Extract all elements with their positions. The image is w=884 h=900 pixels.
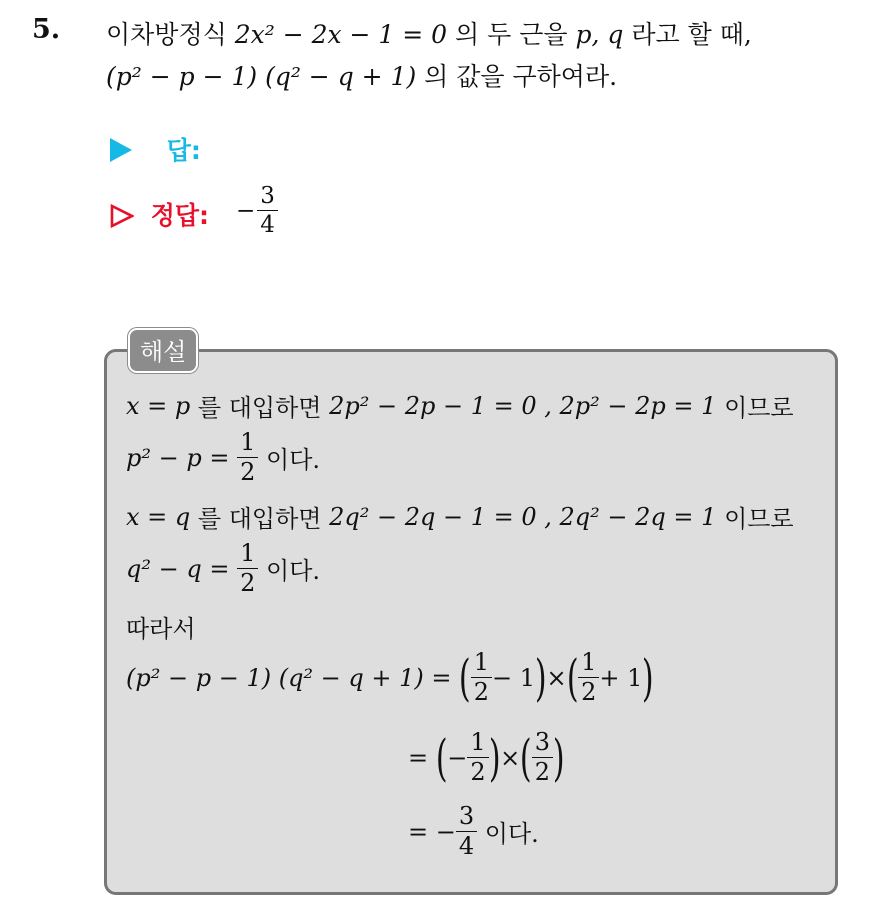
text: 이다. [266, 446, 321, 475]
fraction [237, 430, 258, 485]
outline-triangle-icon [110, 204, 134, 228]
text: 이다. [266, 557, 321, 586]
fraction [456, 804, 477, 859]
right-paren: ) [642, 648, 655, 707]
math-text: 2p² − 2p − 1 = 0 , 2p² − 2p = 1 [329, 391, 717, 420]
correct-label: 정답: [150, 201, 210, 230]
question-line-2 [106, 57, 617, 93]
left-paren: ( [520, 728, 532, 787]
question-line-1 [106, 15, 752, 51]
numerator: 1 [240, 539, 256, 567]
left-paren: ( [459, 648, 471, 707]
equation: 2x² − 2x − 1 = 0 [234, 20, 448, 49]
right-paren: ) [534, 648, 547, 707]
text: 를 대입하면 [197, 505, 322, 533]
numerator: 3 [260, 183, 275, 209]
left-paren: ( [566, 648, 579, 707]
text: 를 대입하면 [197, 394, 322, 422]
answer-row [110, 131, 201, 167]
denominator: 2 [578, 677, 599, 705]
fraction [467, 730, 488, 785]
math-text: = − [408, 817, 456, 846]
solution-tag: 해설 [128, 328, 198, 373]
denominator: 2 [237, 457, 258, 485]
fraction [257, 184, 278, 237]
right-paren: ) [488, 728, 501, 787]
fraction [471, 650, 492, 705]
question-text: 의 두 근을 [455, 20, 568, 49]
correct-value [236, 184, 278, 237]
solution-line-4 [126, 541, 320, 596]
numerator: 1 [240, 428, 256, 456]
text: 이므로 [724, 505, 794, 533]
times-sign: × [500, 743, 521, 772]
math-text: q² − q = [126, 554, 230, 583]
solution-line-8 [408, 804, 539, 859]
answer-label: 답: [166, 136, 201, 165]
filled-triangle-icon [110, 138, 132, 162]
math-text: x = q [126, 502, 191, 531]
denominator: 4 [257, 210, 278, 237]
denominator: 4 [456, 831, 477, 859]
denominator: 2 [467, 757, 488, 785]
solution-line-2 [126, 430, 320, 485]
expression: (p² − p − 1) (q² − q + 1) [106, 62, 417, 91]
math-text: x = p [126, 391, 191, 420]
minus-sign: − [236, 197, 256, 224]
left-paren: ( [435, 728, 448, 787]
math-text: 2q² − 2q − 1 = 0 , 2q² − 2q = 1 [329, 502, 717, 531]
fraction [532, 730, 553, 785]
solution-line-1 [126, 388, 794, 423]
numerator: 1 [473, 648, 489, 676]
correct-answer-row [110, 196, 209, 232]
solution-line-6 [126, 650, 654, 705]
solution-line-5 [126, 609, 196, 644]
text: 이다. [484, 820, 539, 849]
numerator: 1 [470, 728, 486, 756]
denominator: 2 [471, 677, 492, 705]
times-sign: × [546, 663, 567, 692]
math-text: − 1 [491, 663, 535, 692]
variable-q: q [607, 20, 624, 49]
right-paren: ) [552, 728, 565, 787]
text: 이므로 [724, 394, 794, 422]
minus-sign: − [447, 743, 468, 772]
question-text: 라고 할 때, [631, 20, 752, 49]
fraction [237, 541, 258, 596]
question-number: 5. [32, 14, 61, 45]
denominator: 2 [237, 568, 258, 596]
numerator: 3 [534, 728, 551, 756]
numerator: 3 [458, 802, 475, 830]
math-text: p² − p = [126, 443, 230, 472]
math-text: + 1 [599, 663, 643, 692]
denominator: 2 [532, 757, 553, 785]
solution-line-3 [126, 499, 794, 534]
fraction [578, 650, 599, 705]
question-text: 의 값을 구하여라. [424, 62, 618, 91]
numerator: 1 [581, 648, 597, 676]
equals-sign: = [408, 743, 429, 772]
question-text: 이차방정식 [106, 20, 227, 49]
text: 따라서 [126, 615, 196, 643]
variable-p: p, [575, 20, 600, 49]
solution-line-7 [408, 730, 565, 785]
math-text: (p² − p − 1) (q² − q + 1) = [126, 663, 452, 692]
